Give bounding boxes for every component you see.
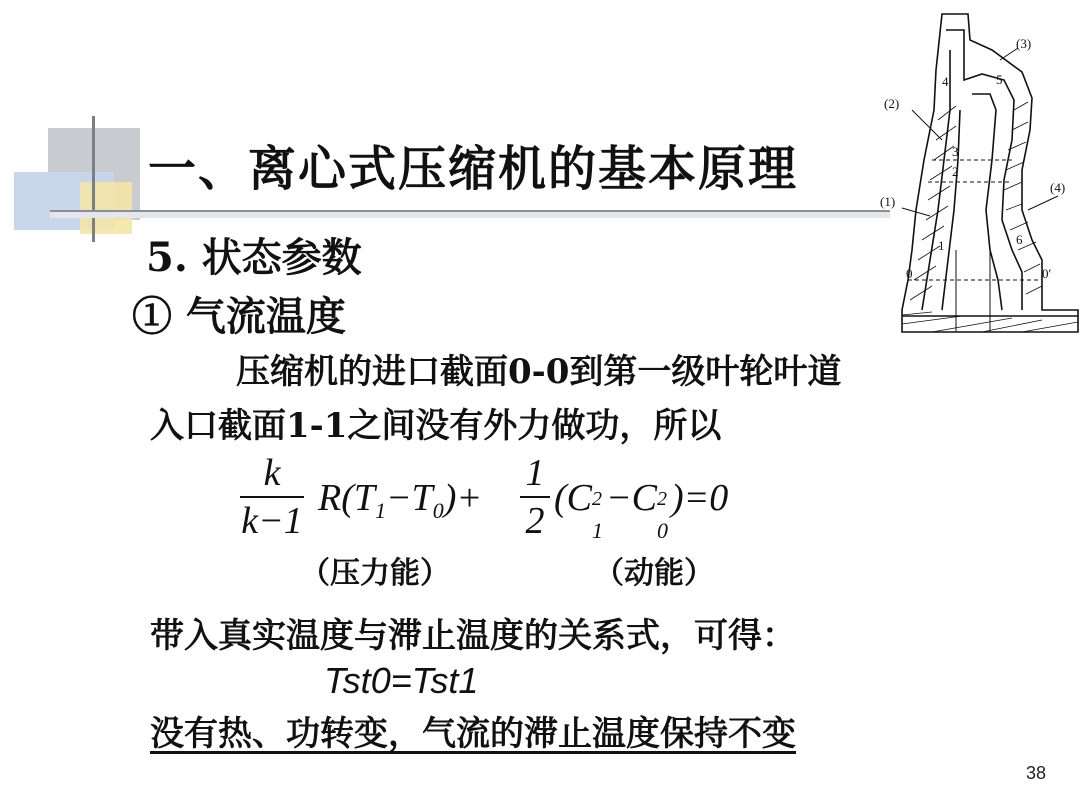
fraction-bar	[240, 496, 304, 498]
decor-vertical-line	[92, 116, 95, 242]
decor-title-shadow	[50, 212, 890, 218]
decor-square-yellow	[80, 182, 132, 234]
equation-term-kinetic: (C 2 1 −C 2 0 )=0	[554, 477, 729, 543]
diagram-number-6: 6	[1016, 232, 1023, 247]
page-number: 38	[1025, 763, 1046, 783]
point-heading: ① 气流温度	[132, 293, 346, 340]
diagram-number-4: 4	[942, 74, 949, 89]
diagram-number-5: 5	[996, 72, 1003, 87]
fraction-one-half	[520, 452, 550, 542]
fraction-numerator: 1	[525, 452, 545, 494]
fraction-denominator: k−1	[241, 500, 303, 542]
diagram-label-1: (1)	[880, 194, 896, 209]
diagram-label-2: (2)	[884, 96, 900, 111]
body-line-2: 入口截面1-1之间没有外力做功，所以	[150, 406, 722, 446]
conclusion-text: 没有热、功转变，气流的滞止温度保持不变	[150, 714, 796, 754]
diagram-number-0: 0	[906, 266, 913, 281]
diagram-number-1: 1	[938, 238, 945, 253]
body-line-3: 带入真实温度与滞止温度的关系式，可得：	[150, 616, 796, 656]
energy-equation	[240, 452, 800, 552]
diagram-number-2: 2	[952, 164, 959, 179]
diagram-label-3: (3)	[1016, 36, 1032, 51]
body-line-1: 压缩机的进口截面0-0到第一级叶轮叶道	[236, 352, 842, 392]
label-pressure-energy: （压力能）	[300, 556, 450, 591]
fraction-numerator: k	[263, 452, 281, 494]
diagram-number-3: 3	[952, 144, 959, 159]
equation-term-pressure: $R(T_1-T_0)+$	[318, 477, 483, 523]
fraction-bar	[520, 496, 550, 498]
section-heading: 5. 状态参数	[146, 234, 362, 281]
decor-title-rule	[50, 210, 890, 212]
fraction-denominator: 2	[525, 500, 545, 542]
fraction-k-over-k-minus-1	[240, 452, 304, 542]
label-kinetic-energy: （动能）	[594, 556, 714, 591]
stagnation-temperature-formula: Tst0=Tst1	[324, 660, 479, 701]
slide-title: 一、离心式压缩机的基本原理	[148, 141, 799, 197]
compressor-stage-diagram	[872, 10, 1080, 336]
diagram-number-0-prime: 0′	[1042, 266, 1052, 281]
diagram-label-4: (4)	[1050, 180, 1066, 195]
